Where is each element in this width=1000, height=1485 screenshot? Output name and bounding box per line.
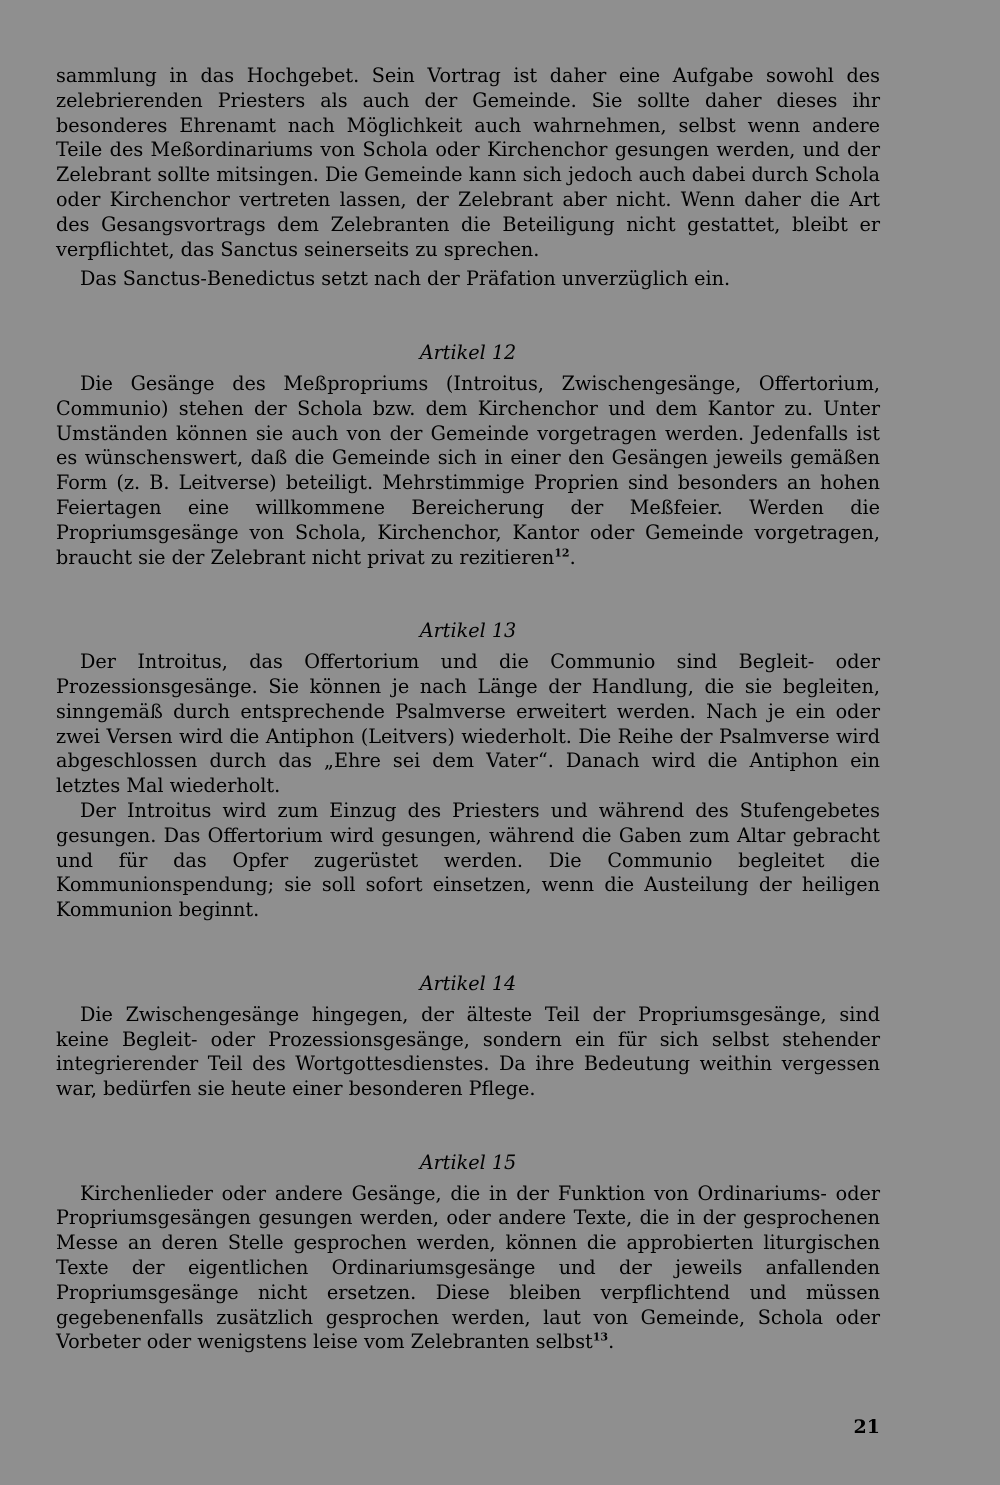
footnote-marker-13[interactable]: 13 <box>592 1331 609 1345</box>
article-14-heading: Artikel 14 <box>419 971 517 995</box>
article-14-paragraph-1: Die Zwischengesänge hingegen, der älteste Teil der Propriumsgesänge, sind keine Begleit- oder Prozessionsgesänge, sondern ein für sich selbst stehender integrierender Teil des Wortgottesdienstes. Da ihre Bedeutung weithin vergessen war, bedürfen sie heute einer besonderen Pflege. <box>56 1002 880 1101</box>
page-body <box>56 64 880 1355</box>
intro-paragraph-2: Das Sanctus-Benedictus setzt nach der Präfation unverzüglich ein. <box>80 267 731 291</box>
article-13-paragraph-1: Der Introitus, das Offertorium und die Communio sind Begleit- oder Prozessionsgesänge. Sie können je nach Länge der Handlung, die sie begleiten, sinngemäß durch entsprechende Psalmverse erweitert werden. Nach je ein oder zwei Versen wird die Antiphon (Leitvers) wiederholt. Die Reihe der Psalmverse wird abgeschlossen durch das „Ehre sei dem Vater“. Danach wird die Antiphon ein letztes Mal wiederholt. <box>56 650 880 798</box>
article-15-heading: Artikel 15 <box>419 1150 517 1174</box>
article-15-paragraph-1: Kirchenlieder oder andere Gesänge, die in der Funktion von Ordinariums- oder Propriumsgesängen gesungen werden, oder andere Texte, die in der gesprochenen Messe an deren Stelle gesprochen werden, können die approbierten liturgischen Texte der eigentlichen Ordinariumsgesänge und der jeweils anfallenden Propriumsgesänge nicht ersetzen. Diese bleiben verpflichtend und müssen gegebenenfalls zusätzlich gesprochen werden, laut von Gemeinde, Schola oder Vorbeter oder wenigstens leise vom Zelebranten selbst$^{13}$. <box>56 1181 880 1354</box>
article-13-heading: Artikel 13 <box>419 619 517 643</box>
intro-paragraph-1: sammlung in das Hochgebet. Sein Vortrag ist daher eine Aufgabe sowohl des zelebrierenden Priesters als auch der Gemeinde. Sie sollte daher dieses ihr besonderes Ehrenamt nach Möglichkeit auch wahrnehmen, selbst wenn andere Teile des Meßordinariums von Schola oder Kirchenchor gesungen werden, und der Zelebrant sollte mitsingen. Die Gemeinde kann sich jedoch auch dabei durch Schola oder Kirchenchor vertreten lassen, der Zelebrant aber nicht. Wenn daher die Art des Gesangsvortrags dem Zelebranten die Beteiligung nicht gestattet, bleibt er verpflichtet, das Sanctus seinerseits zu sprechen. <box>56 64 880 261</box>
article-12-heading: Artikel 12 <box>419 341 517 365</box>
article-13-paragraph-2: Der Introitus wird zum Einzug des Priesters und während des Stufengebetes gesungen. Das Offertorium wird gesungen, während die Gaben zum Altar gebracht und für das Opfer zugerüstet werden. Die Communio begleitet die Kommunionspendung; sie soll sofort einsetzen, wenn die Austeilung der heiligen Kommunion beginnt. <box>56 798 880 922</box>
footnote-marker-12[interactable]: 12 <box>554 546 570 560</box>
page-number: 21 <box>853 1416 880 1438</box>
article-12-paragraph-1: Die Gesänge des Meßpropriums (Introitus, Zwischengesänge, Offertorium, Communio) stehen der Schola bzw. dem Kirchenchor und dem Kantor zu. Unter Umständen können sie auch von der Gemeinde vorgetragen werden. Jedenfalls ist es wünschenswert, daß die Gemeinde sich in einer den Gesängen jeweils gemäßen Form (z. B. Leitverse) beteiligt. Mehrstimmige Proprien sind besonders an hohen Feiertagen eine willkommene Bereicherung der Meßfeier. Werden die Propriumsgesänge von Schola, Kirchenchor, Kantor oder Gemeinde vorgetragen, braucht sie der Zelebrant nicht privat zu rezitieren$^{12}$. <box>56 371 880 569</box>
